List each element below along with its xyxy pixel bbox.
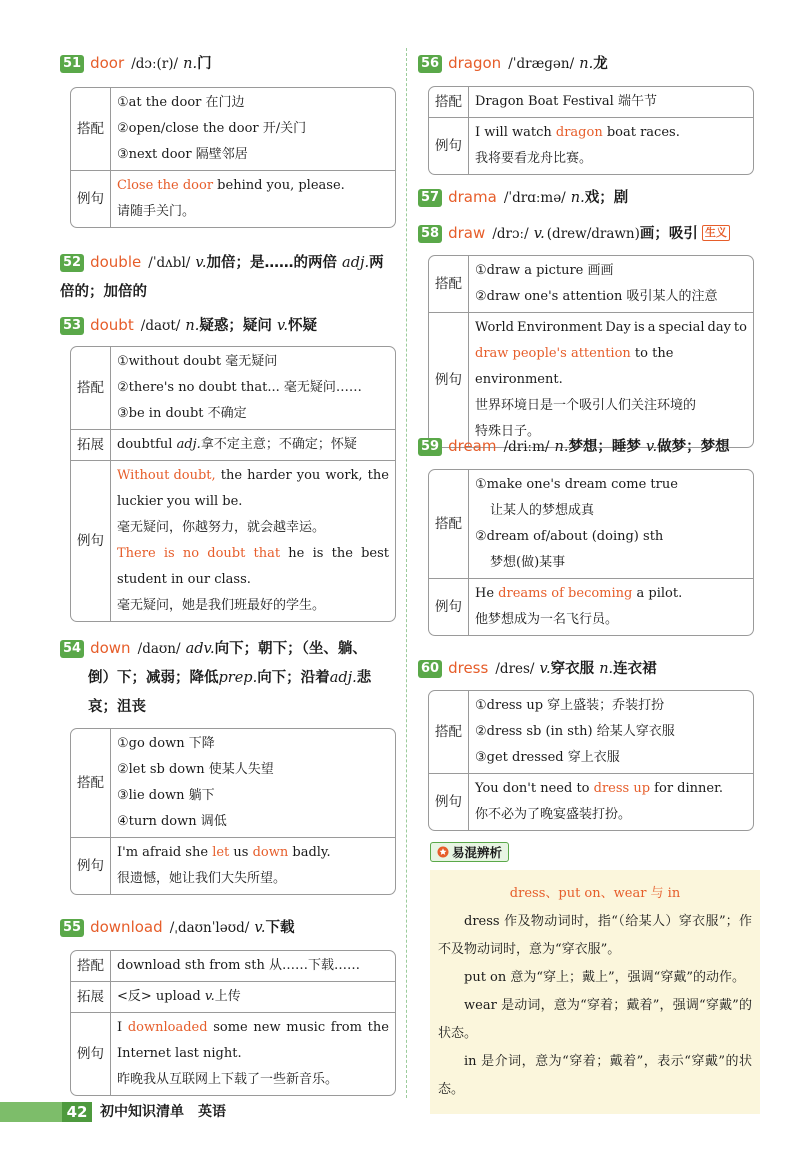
phonetic: /driːm/ bbox=[503, 439, 550, 455]
example-translation: 请随手关门。 bbox=[117, 204, 196, 219]
phonetic: /ˈdʌbl/ bbox=[148, 255, 191, 271]
collocation-item: ①without doubt 毫无疑问 bbox=[117, 354, 278, 369]
part-of-speech: n. bbox=[599, 661, 614, 677]
meaning: 加倍；是……的两倍 bbox=[206, 255, 337, 271]
entry-download bbox=[60, 913, 398, 943]
collocation-label: 搭配 bbox=[71, 88, 111, 170]
footer-bar bbox=[0, 1102, 62, 1122]
entry-doubt bbox=[60, 311, 398, 341]
new-meaning-tag: 生义 bbox=[702, 225, 730, 241]
door-table bbox=[70, 87, 396, 228]
part-of-speech: n. bbox=[554, 439, 569, 455]
collocation-item: ①draw a picture 画画 bbox=[475, 263, 614, 278]
collocation-item: ①make one's dream come true bbox=[475, 477, 678, 492]
collocation-item: ①go down 下降 bbox=[117, 736, 215, 751]
example-sentence: World Environment Day is a special day to bbox=[475, 320, 747, 335]
meaning: 向下；朝下；（坐、躺、 bbox=[214, 641, 367, 657]
collocation-item: ②there's no doubt that... 毫无疑问…… bbox=[117, 380, 362, 395]
meaning: 穿衣服 bbox=[550, 661, 595, 677]
headword: drama bbox=[448, 188, 497, 206]
star-icon bbox=[437, 846, 449, 858]
dress-table bbox=[428, 690, 754, 831]
collocation-item: ③next door 隔壁邻居 bbox=[117, 147, 248, 162]
example-label: 例句 bbox=[429, 312, 469, 447]
entry-down bbox=[60, 634, 398, 722]
example-label: 例句 bbox=[71, 460, 111, 621]
meaning: 悲 bbox=[356, 670, 372, 686]
confusion-paragraph: dress 作及物动词时，指“（给某人）穿衣服”；作不及物动词时，意为“穿衣服”。 bbox=[438, 914, 752, 957]
collocation-item: ②dream of/about (doing) sth bbox=[475, 529, 664, 544]
collocation-item: ②draw one's attention 吸引某人的注意 bbox=[475, 289, 718, 304]
headword: down bbox=[90, 639, 131, 657]
meaning: 戏；剧 bbox=[584, 190, 629, 206]
meaning: 画；吸引 bbox=[639, 226, 698, 242]
collocation-label: 搭配 bbox=[71, 729, 111, 837]
down-table bbox=[70, 728, 396, 895]
collocation-label: 搭配 bbox=[429, 691, 469, 773]
confusion-badge: 易混辨析 bbox=[430, 842, 509, 862]
collocation-label: 搭配 bbox=[429, 87, 469, 117]
part-of-speech: n. bbox=[183, 56, 198, 72]
example-sentence: Internet last night. bbox=[117, 1046, 242, 1061]
example-label: 例句 bbox=[429, 117, 469, 174]
phonetic: /ˌdaʊnˈləʊd/ bbox=[169, 920, 250, 936]
collocation-item: 让某人的梦想成真 bbox=[490, 503, 595, 518]
confusion-paragraph: in 是介词，意为“穿着；戴着”，表示“穿戴”的状态。 bbox=[438, 1054, 752, 1097]
collocation-item: ④turn down 调低 bbox=[117, 814, 227, 829]
meaning: 做梦；梦想 bbox=[657, 439, 730, 455]
collocation-item: ③lie down 躺下 bbox=[117, 788, 215, 803]
meaning: 梦想；睡梦 bbox=[568, 439, 641, 455]
collocation-item: ③be in doubt 不确定 bbox=[117, 406, 247, 421]
draw-table bbox=[428, 255, 754, 448]
part-of-speech: v. bbox=[276, 318, 289, 334]
example-translation: 毫无疑问，她是我们班最好的学生。 bbox=[117, 598, 326, 613]
example-sentence: Close the door behind you, please. bbox=[117, 178, 345, 193]
entry-door bbox=[60, 49, 398, 79]
part-of-speech: n. bbox=[185, 318, 200, 334]
example-label: 例句 bbox=[429, 578, 469, 635]
page-number: 42 bbox=[62, 1102, 92, 1122]
extension-item: <反> upload v.上传 bbox=[111, 981, 395, 1012]
part-of-speech: v. bbox=[646, 439, 658, 455]
headword: dream bbox=[448, 437, 497, 455]
headword: door bbox=[90, 54, 125, 72]
entry-number: 53 bbox=[60, 317, 84, 335]
collocation-label: 搭配 bbox=[429, 256, 469, 312]
example-label: 例句 bbox=[71, 837, 111, 894]
meaning: 哀；沮丧 bbox=[88, 699, 146, 715]
headword: doubt bbox=[90, 316, 134, 334]
book-title: 初中知识清单 英语 bbox=[100, 1104, 226, 1120]
collocation-item: ①at the door 在门边 bbox=[117, 95, 245, 110]
part-of-speech: adj. bbox=[329, 670, 357, 686]
meaning: 连衣裙 bbox=[613, 661, 657, 677]
extension-item: doubtful adj.拿不定主意；不确定；怀疑 bbox=[111, 429, 395, 460]
dragon-table bbox=[428, 86, 754, 175]
headword: dragon bbox=[448, 54, 502, 72]
phonetic: /dɔː(r)/ bbox=[131, 56, 179, 72]
entry-number: 56 bbox=[418, 55, 442, 73]
headword: download bbox=[90, 918, 163, 936]
collocation-item: ①dress up 穿上盛装；乔装打扮 bbox=[475, 698, 665, 713]
meaning: 倒）下；减弱；降低 bbox=[88, 670, 219, 686]
example-translation: 昨晚我从互联网上下载了一些新音乐。 bbox=[117, 1072, 339, 1087]
phonetic: /dres/ bbox=[495, 661, 535, 677]
example-sentence: He dreams of becoming a pilot. bbox=[475, 586, 683, 601]
entry-number: 57 bbox=[418, 189, 442, 207]
meaning: 下载 bbox=[265, 920, 295, 936]
part-of-speech: prep. bbox=[218, 670, 258, 686]
example-label: 例句 bbox=[429, 773, 469, 830]
entry-number: 58 bbox=[418, 225, 442, 243]
extension-label: 拓展 bbox=[71, 981, 111, 1012]
entry-drama bbox=[418, 183, 756, 213]
part-of-speech: v. bbox=[533, 226, 545, 242]
example-label: 例句 bbox=[71, 1012, 111, 1095]
example-sentence: Without doubt, the harder you work, the bbox=[117, 468, 389, 483]
collocation-item: ②let sb down 使某人失望 bbox=[117, 762, 274, 777]
entry-double bbox=[60, 248, 398, 307]
part-of-speech: v. bbox=[195, 255, 207, 271]
collocation-label: 搭配 bbox=[71, 347, 111, 429]
verb-forms: (drew/drawn) bbox=[546, 226, 640, 242]
part-of-speech: v. bbox=[539, 661, 551, 677]
example-sentence: student in our class. bbox=[117, 572, 251, 587]
example-sentence: There is no doubt that he is the best bbox=[117, 546, 389, 561]
example-sentence: I downloaded some new music from the bbox=[117, 1020, 389, 1035]
meaning: 疑惑；疑问 bbox=[199, 318, 272, 334]
dream-table bbox=[428, 469, 754, 636]
example-translation: 你不必为了晚宴盛装打扮。 bbox=[475, 807, 632, 822]
confusion-box bbox=[430, 842, 760, 1097]
collocation-item: ③get dressed 穿上衣服 bbox=[475, 750, 620, 765]
example-sentence: luckier you will be. bbox=[117, 494, 243, 509]
column-divider bbox=[406, 48, 407, 1098]
collocation-label: 搭配 bbox=[71, 951, 111, 981]
collocation-item: Dragon Boat Festival 端午节 bbox=[475, 94, 657, 109]
phonetic: /ˈdrɑːmə/ bbox=[503, 190, 566, 206]
entry-number: 60 bbox=[418, 660, 442, 678]
doubt-table bbox=[70, 346, 396, 622]
entry-number: 55 bbox=[60, 919, 84, 937]
example-translation: 很遗憾，她让我们大失所望。 bbox=[117, 871, 287, 886]
confusion-title: dress、put on、wear 与 in bbox=[509, 886, 681, 901]
collocation-item: ②open/close the door 开/关门 bbox=[117, 121, 307, 136]
part-of-speech: n. bbox=[579, 56, 594, 72]
confusion-body bbox=[430, 870, 760, 1114]
example-label: 例句 bbox=[71, 170, 111, 227]
collocation-item: download sth from sth 从……下载…… bbox=[117, 958, 360, 973]
part-of-speech: adj. bbox=[342, 255, 370, 271]
confusion-paragraph: put on 意为“穿上；戴上”，强调“穿戴”的动作。 bbox=[464, 970, 745, 985]
headword: double bbox=[90, 253, 142, 271]
meaning: 怀疑 bbox=[288, 318, 318, 334]
meaning: 门 bbox=[197, 56, 212, 72]
phonetic: /drɔː/ bbox=[492, 226, 529, 242]
entry-number: 51 bbox=[60, 55, 84, 73]
download-table bbox=[70, 950, 396, 1096]
entry-draw bbox=[418, 219, 756, 249]
confusion-paragraph: wear 是动词，意为“穿着；戴着”，强调“穿戴”的状态。 bbox=[438, 998, 752, 1041]
meaning: 两倍的；加倍的 bbox=[60, 255, 384, 300]
example-sentence: I will watch dragon boat races. bbox=[475, 125, 680, 140]
collocation-item: ②dress sb (in sth) 给某人穿衣服 bbox=[475, 724, 675, 739]
meaning: 龙 bbox=[593, 56, 608, 72]
example-translation: 他梦想成为一名飞行员。 bbox=[475, 612, 619, 627]
headword: draw bbox=[448, 224, 486, 242]
part-of-speech: adv. bbox=[185, 641, 215, 657]
example-translation: 世界环境日是一个吸引人们关注环境的 bbox=[475, 398, 697, 413]
example-sentence: I'm afraid she let us down badly. bbox=[117, 845, 331, 860]
example-sentence: You don't need to dress up for dinner. bbox=[475, 781, 724, 796]
example-translation: 我将要看龙舟比赛。 bbox=[475, 151, 593, 166]
collocation-item: 梦想(做)某事 bbox=[490, 555, 566, 570]
meaning: 向下；沿着 bbox=[257, 670, 330, 686]
entry-dream bbox=[418, 432, 756, 462]
phonetic: /ˈdræɡən/ bbox=[508, 56, 575, 72]
part-of-speech: v. bbox=[254, 920, 266, 936]
headword: dress bbox=[448, 659, 489, 677]
extension-label: 拓展 bbox=[71, 429, 111, 460]
part-of-speech: n. bbox=[570, 190, 585, 206]
entry-number: 54 bbox=[60, 640, 84, 658]
entry-dress bbox=[418, 654, 756, 684]
phonetic: /daʊt/ bbox=[140, 318, 181, 334]
example-sentence: draw people's attention to the environment. bbox=[475, 346, 674, 387]
phonetic: /daʊn/ bbox=[137, 641, 181, 657]
entry-number: 52 bbox=[60, 254, 84, 272]
entry-number: 59 bbox=[418, 438, 442, 456]
example-translation: 特殊日子。 bbox=[475, 424, 541, 439]
entry-dragon bbox=[418, 49, 756, 79]
collocation-label: 搭配 bbox=[429, 470, 469, 578]
example-translation: 毫无疑问，你越努力，就会越幸运。 bbox=[117, 520, 326, 535]
